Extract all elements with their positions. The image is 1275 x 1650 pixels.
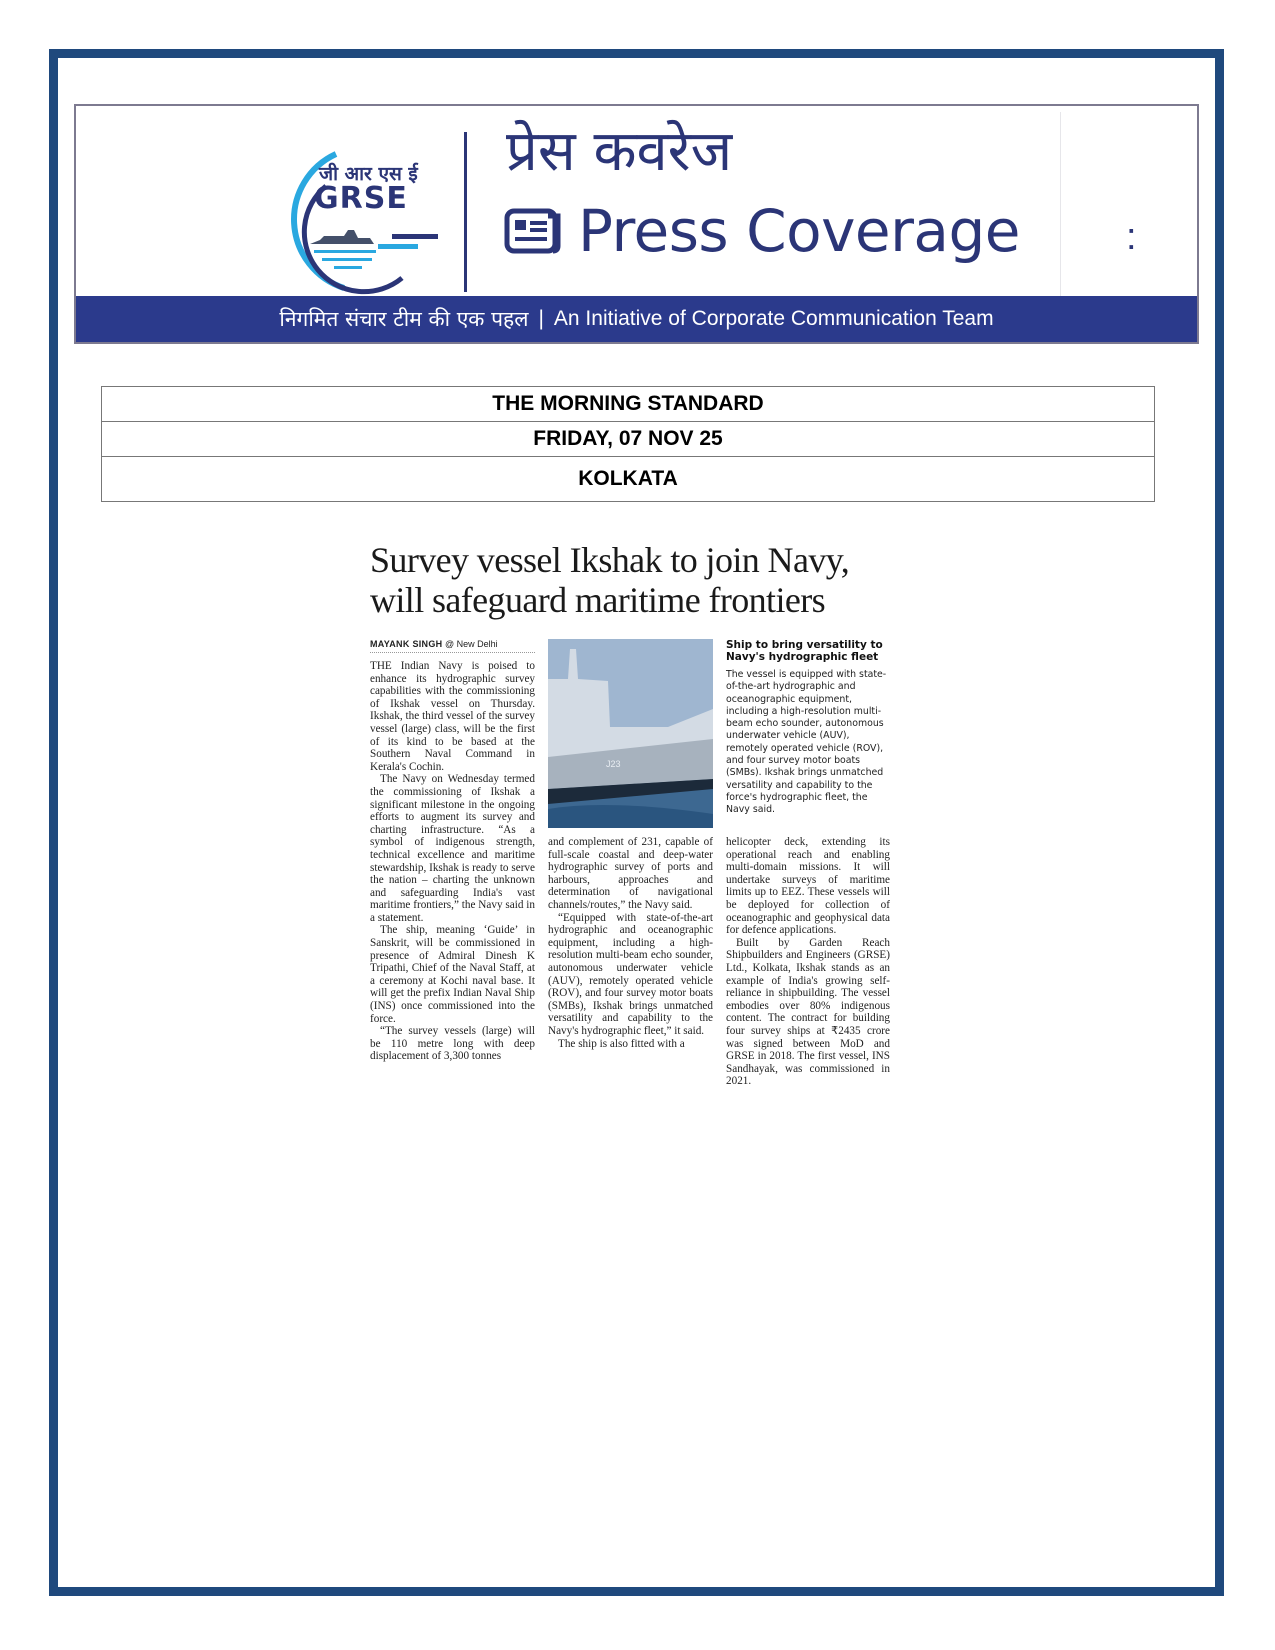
paragraph: The ship is also fitted with a bbox=[558, 1037, 685, 1050]
logo-devanagari-text: जी आर एस ई bbox=[319, 163, 418, 185]
sidebar-title: Ship to bring versatility to Navy's hydrographic fleet bbox=[726, 639, 883, 663]
title-english-row bbox=[504, 197, 1020, 265]
grse-ship-logo-icon bbox=[274, 146, 444, 296]
article-column-3 bbox=[726, 836, 890, 1088]
byline bbox=[370, 639, 535, 653]
publication-city: KOLKATA bbox=[102, 457, 1155, 502]
byline-location: @ New Delhi bbox=[444, 639, 498, 649]
paragraph: Built by Garden Reach Shipbuilders and Engineers (GRSE) Ltd., Kolkata, Ikshak stands as an example of India's growing self-reliance in shipbuilding. The vessel embodies over 80% indigenous content. The contract for building four survey ships at ₹2435 crore was signed between MoD and GRSE in 2018. The first vessel, INS Sandhayak, was commissioned in 2021. bbox=[726, 936, 890, 1088]
paragraph: “Equipped with state-of-the-art hydrographic and oceanographic equipment, including a high-resolution multi-beam echo sounder, autonomous underwater vehicle (AUV), remotely operated vehicle (ROV), and four survey motor boats (SMBs), Ikshak brings unmatched versatility and capability to the Navy's hydrographic fleet,” it said. bbox=[548, 911, 713, 1037]
tagline-hindi: निगमित संचार टीम की एक पहल bbox=[279, 307, 529, 331]
publication-name: THE MORNING STANDARD bbox=[102, 387, 1155, 422]
paragraph: “The survey vessels (large) will be 110 metre long with deep displacement of 3,300 tonnes bbox=[370, 1025, 535, 1063]
svg-text:J23: J23 bbox=[606, 759, 621, 769]
publication-date: FRIDAY, 07 NOV 25 bbox=[102, 422, 1155, 457]
paragraph: The ship, meaning ‘Guide’ in Sanskrit, will be commissioned in presence of Admiral Dinesh K Tripathi, Chief of the Naval Staff, at a ceremony at Kochi naval base. It will get the prefix Indian Naval Ship (INS) once commissioned into the force. bbox=[370, 924, 535, 1025]
ship-photo bbox=[548, 639, 713, 828]
news-clipping bbox=[370, 540, 890, 1095]
article-sidebar bbox=[726, 639, 890, 817]
paragraph: and complement of 231, capable of full-scale coastal and deep-water hydrographic survey of ports and harbours, approaches and determination of navigational channels/routes,” the Navy said. bbox=[548, 836, 713, 911]
paragraph: THE Indian Navy is poised to enhance its hydrographic survey capabilities with the commissioning of Ikshak vessel on Thursday. Ikshak, the third vessel of the survey vessel (large) class, will be the first of its kind to be based at the Southern Naval Command in Kerala's Cochin. bbox=[370, 660, 535, 773]
logo-acronym: GRSE bbox=[314, 181, 408, 216]
title-hindi: प्रेस कवरेज bbox=[506, 119, 733, 184]
newspaper-icon bbox=[504, 208, 562, 254]
banner-divider bbox=[464, 132, 467, 292]
ship-image-icon bbox=[548, 639, 713, 828]
press-coverage-banner bbox=[74, 104, 1199, 344]
banner-header-area bbox=[148, 112, 1061, 297]
headline-line-1: Survey vessel Ikshak to join Navy, bbox=[370, 540, 850, 580]
article-column-1 bbox=[370, 660, 535, 1063]
banner-tagline-strip bbox=[76, 296, 1197, 342]
tagline-english: An Initiative of Corporate Communication Team bbox=[553, 307, 994, 330]
title-english: Press Coverage bbox=[578, 197, 1020, 265]
byline-author: MAYANK SINGH bbox=[370, 639, 443, 649]
paragraph: The Navy on Wednesday termed the commissioning of Ikshak a significant milestone in the ongoing efforts to augment its survey and charting infrastructure. “As a symbol of indigenous strength, technical excellence and maritime stewardship, Ikshak is ready to serve the nation – charting the unknown and safeguarding India's vast maritime frontiers,” the Navy said in a statement. bbox=[370, 773, 535, 924]
article-column-2 bbox=[548, 836, 713, 1050]
headline-line-2: will safeguard maritime frontiers bbox=[370, 580, 826, 620]
banner-decoration: : bbox=[1126, 216, 1137, 258]
sidebar-text: The vessel is equipped with state-of-the-art hydrographic and oceanographic equipment, including a high-resolution multi-beam echo sounder, autonomous underwater vehicle (AUV), remotely operated vehicle (ROV), and four survey motor boats (SMBs). Ikshak brings unmatched versatility and capability to the force's hydrographic fleet, the Navy said. bbox=[726, 669, 887, 816]
paragraph: helicopter deck, extending its operational reach and enabling multi-domain missions. It will undertake surveys of maritime limits up to EEZ. These vessels will be deployed for collection of oceanographic and geophysical data for defence applications. bbox=[726, 836, 890, 937]
tagline-separator: | bbox=[538, 307, 544, 330]
article-headline bbox=[370, 540, 890, 620]
clipping-metadata-table bbox=[101, 386, 1155, 502]
